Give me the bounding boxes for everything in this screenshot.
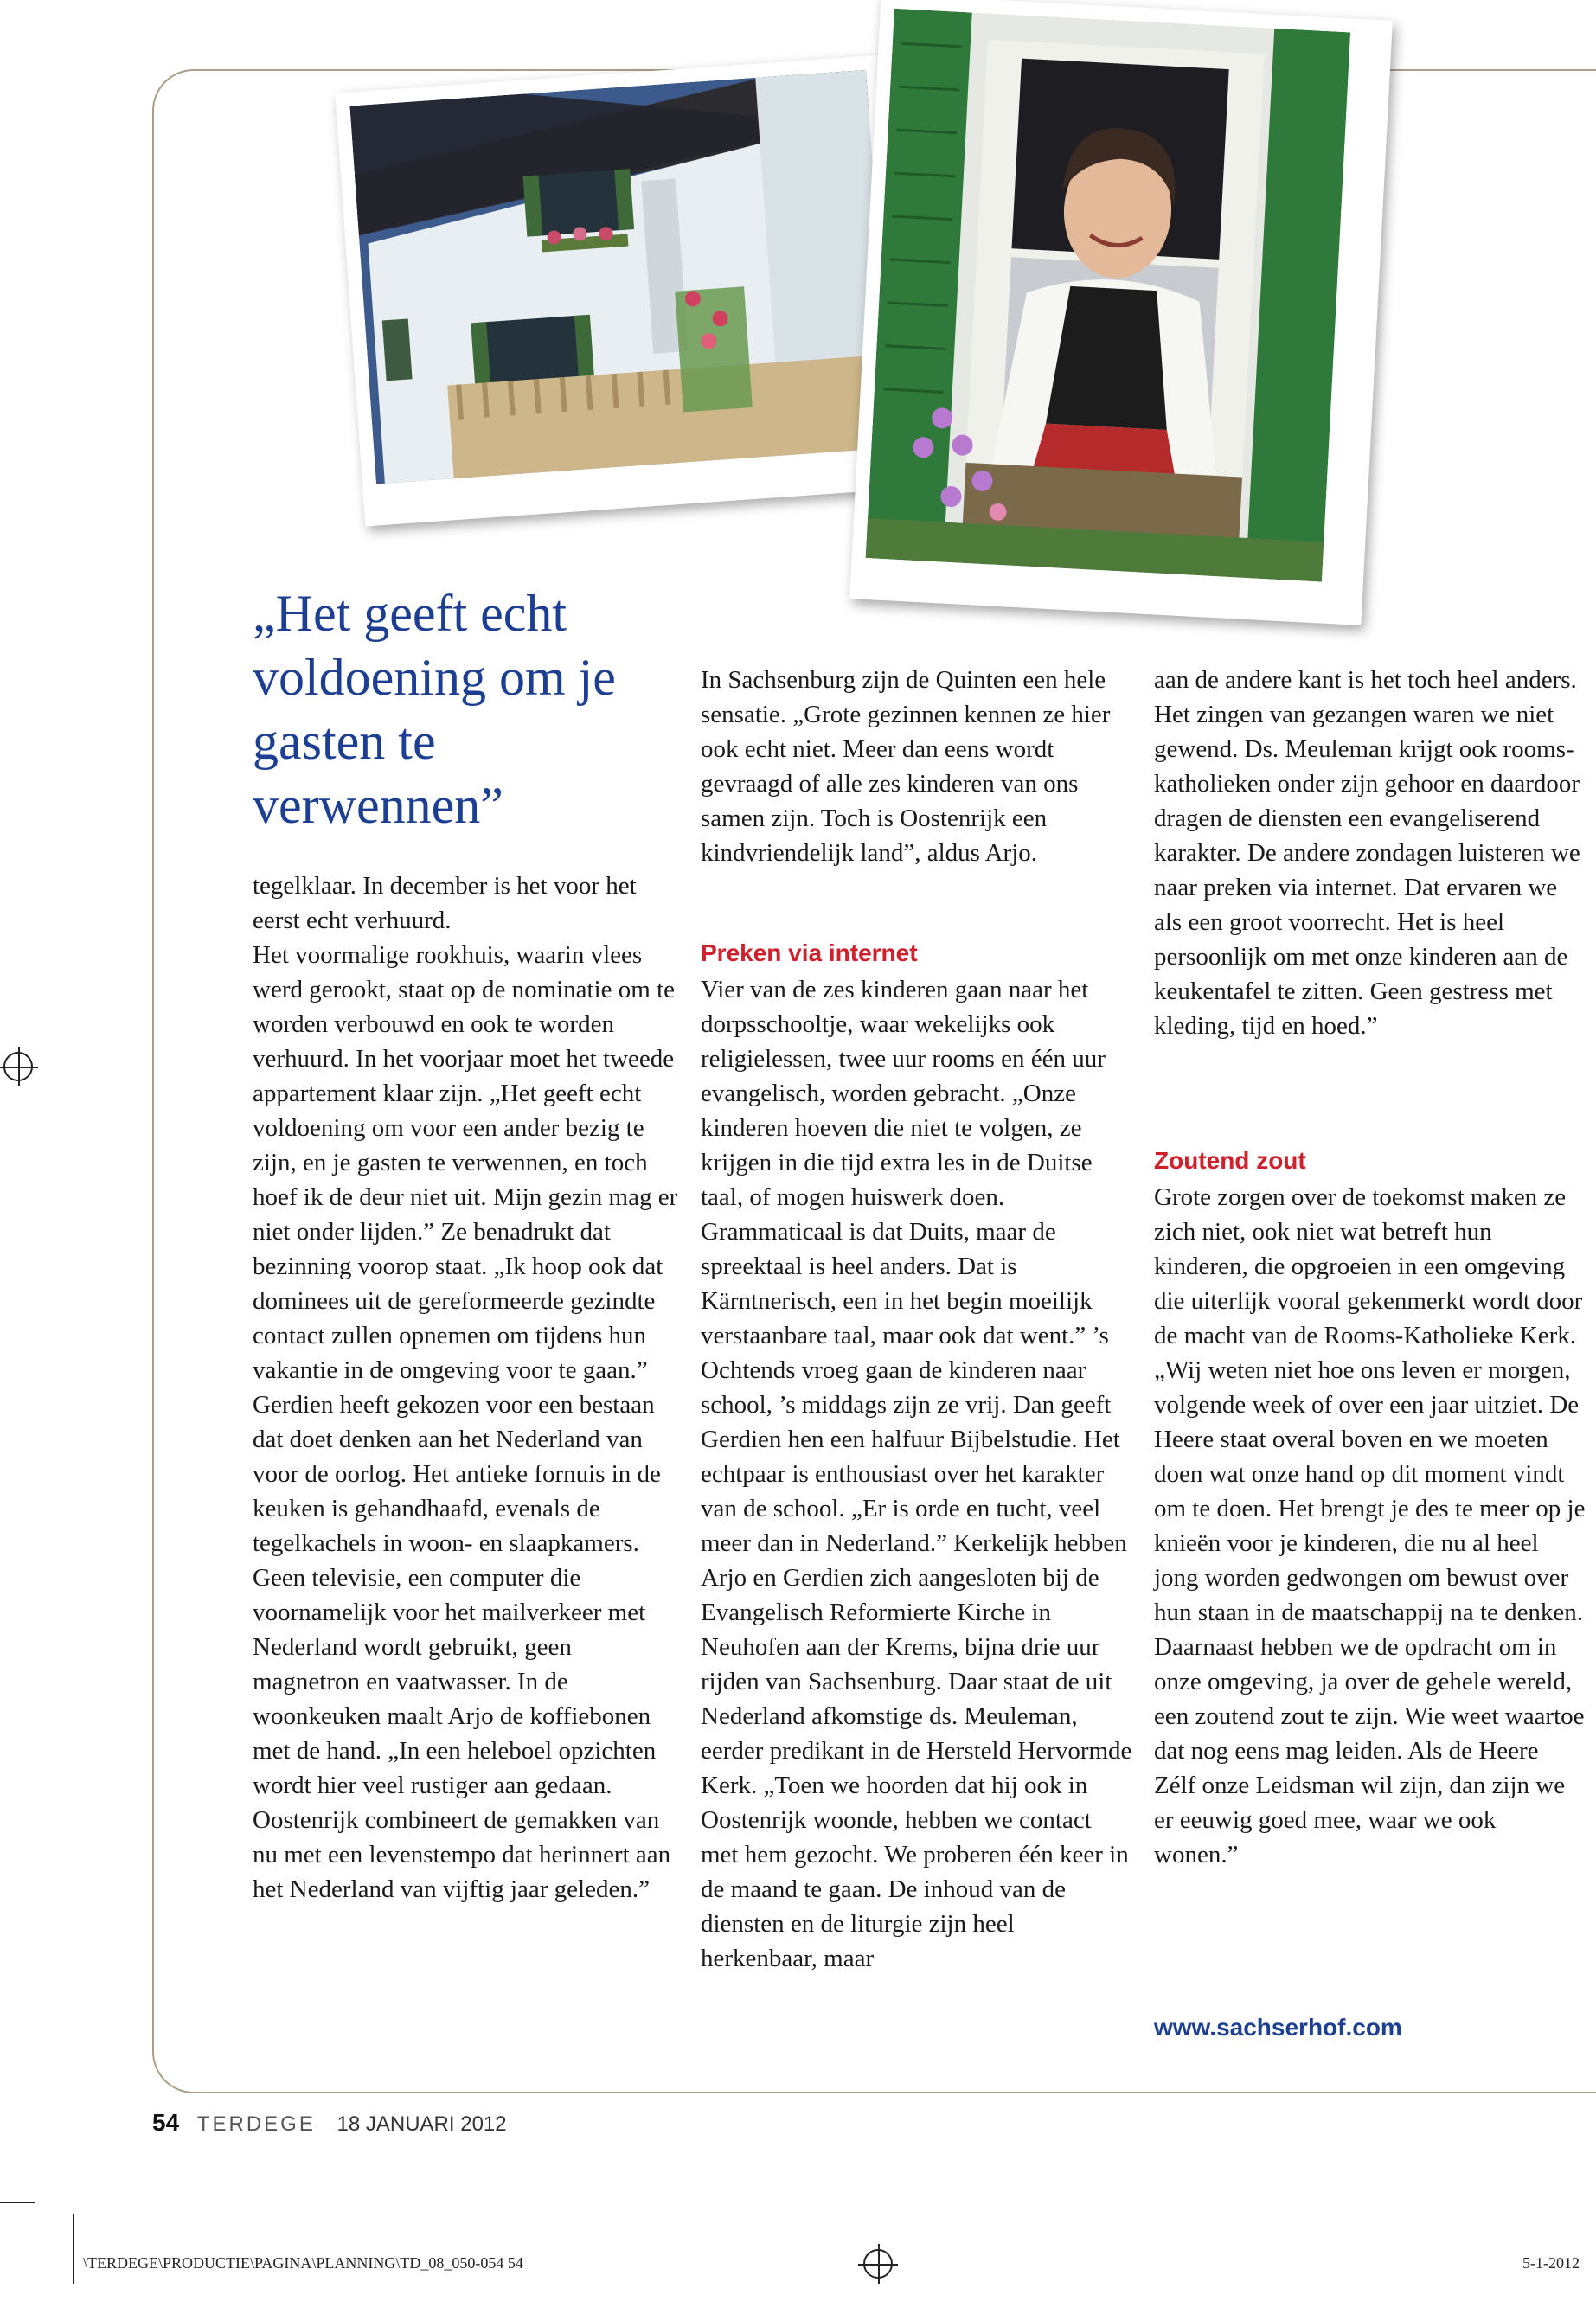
registration-mark-icon <box>863 2249 893 2279</box>
print-slug-date: 5-1-2012 <box>1522 2254 1580 2272</box>
article-column-3-intro: aan de andere kant is het toch heel anders. Het zingen van gezangen waren we niet gewend. Ds. Meuleman krijgt ook rooms-katholieken onder zijn gehoor en daardoor dragen de diensten een evangeliserend karakter. De andere zondagen luisteren we naar preken via internet. Dat ervaren we als een groot voorrecht. Het is heel persoonlijk om met onze kinderen aan de keukentafel te zitten. Geen gestress met kleding, tijd en hoed.” <box>1154 666 1580 1040</box>
website-link[interactable]: www.sachserhof.com <box>1154 2014 1402 2041</box>
page-footer <box>152 2109 507 2137</box>
article-column-2-body: Vier van de zes kinderen gaan naar het dorpsschooltje, waar wekelijks ook religielessen, twee uur rooms en één uur evangelisch, worden gebracht. „Onze kinderen hoeven die niet te volgen, ze krijgen in die tijd extra les in de Duitse taal, of mogen huiswerk doen. Grammaticaal is dat Duits, maar de spreektaal is heel anders. Dat is Kärntnerisch, een in het begin moeilijk verstaanbare taal, maar ook dat went.” ’s Ochtends vroeg gaan de kinderen naar school, ’s middags zijn ze vrij. Dan geeft Gerdien hen een halfuur Bijbelstudie. Het echtpaar is enthousiast over het karakter van de school. „Er is orde en tucht, veel meer dan in Nederland.” Kerkelijk hebben Arjo en Gerdien zich aangesloten bij de Evangelisch Reformierte Kirche in Neuhofen aan der Krems, bijna drie uur rijden van Sachsenburg. Daar staat de uit Nederland afkomstige ds. Meuleman, eerder predikant in de Hersteld Hervormde Kerk. „Toen we hoorden dat hij ook in Oostenrijk woonde, hebben we contact met hem gezocht. We proberen één keer in de maand te gaan. De inhoud van de diensten en de liturgie zijn heel herkenbaar, maar <box>701 976 1132 1972</box>
article-column-1: tegelklaar. In december is het voor het eerst echt verhuurd. Het voormalige rookhuis, waarin vlees werd gerookt, staat op de nominatie om te worden verbouwd en ook te worden verhuurd. In het voorjaar moet het tweede appartement klaar zijn. „Het geeft echt voldoening om voor een ander bezig te zijn, en je gasten te verwennen, en toch hoef ik de deur niet uit. Mijn gezin mag er niet onder lijden.” Ze benadrukt dat bezinning voorop staat. „Ik hoop ook dat dominees uit de gereformeerde gezindte contact zullen opnemen om tijdens hun vakantie in de omgeving voor te gaan.” Gerdien heeft gekozen voor een bestaan dat doet denken aan het Nederland van voor de oorlog. Het antieke fornuis in de keuken is gehandhaafd, evenals de tegelkachels in woon- en slaapkamers. Geen televisie, een computer die voornamelijk voor het mailverkeer met Nederland wordt gebruikt, geen magnetron en vaatwasser. In de woonkeuken maalt Arjo de koffiebonen met de hand. „In een heleboel opzichten wordt hier veel rustiger aan gedaan. Oostenrijk combineert de gemakken van nu met een levenstempo dat herinnert aan het Nederland van vijftig jaar geleden.” <box>253 872 678 1903</box>
article-column-3-body: Grote zorgen over de toekomst maken ze zich niet, ook niet wat betreft hun kinderen, die opgroeien in een omgeving die uiterlijk vooral gekenmerkt wordt door de macht van de Rooms-Katholieke Kerk. „Wij weten niet hoe ons leven er morgen, volgende week of over een jaar uitziet. De Heere staat overal boven en we moeten doen wat onze hand op dit moment vindt om te doen. Het brengt je des te meer op je knieën voor je kinderen, die nu al heel jong worden gedwongen om bewust over hun staan in de maatschappij na te denken. Daarnaast hebben we de opdracht om in onze omgeving, ja over de gehele wereld, een zoutend zout te zijn. Wie weet waartoe dat nog eens mag leiden. Als de Heere Zélf onze Leidsman wil zijn, dan zijn we er eeuwig goed mee, waar we ook wonen.” <box>1154 1183 1586 1868</box>
page-number: 54 <box>152 2109 180 2136</box>
subheading-preken: Preken via internet <box>701 939 918 966</box>
print-slug-path: \TERDEGE\PRODUCTIE\PAGINA\PLANNING\TD_08_050-054 54 <box>83 2254 523 2272</box>
crop-mark <box>73 2214 74 2284</box>
magazine-name: TERDEGE <box>196 2112 316 2136</box>
subheading-zoutend-zout: Zoutend zout <box>1154 1147 1306 1174</box>
crop-mark <box>0 2202 35 2203</box>
photo-woman-at-window <box>849 0 1393 625</box>
article-headline: „Het geeft echt voldoening om je gasten te verwennen” <box>253 585 616 834</box>
article-column-2-intro: In Sachsenburg zijn de Quinten een hele sensatie. „Grote gezinnen kennen ze hier ook echt niet. Meer dan eens wordt gevraagd of alle zes kinderen van ons samen zijn. Toch is Oostenrijk een kindvriendelijk land”, aldus Arjo. <box>701 666 1111 867</box>
woman-window-illustration <box>866 9 1351 582</box>
photo-house <box>335 54 936 527</box>
registration-mark-icon <box>3 1052 33 1081</box>
issue-date: 18 JANUARI 2012 <box>337 2112 507 2136</box>
house-illustration <box>349 70 892 484</box>
